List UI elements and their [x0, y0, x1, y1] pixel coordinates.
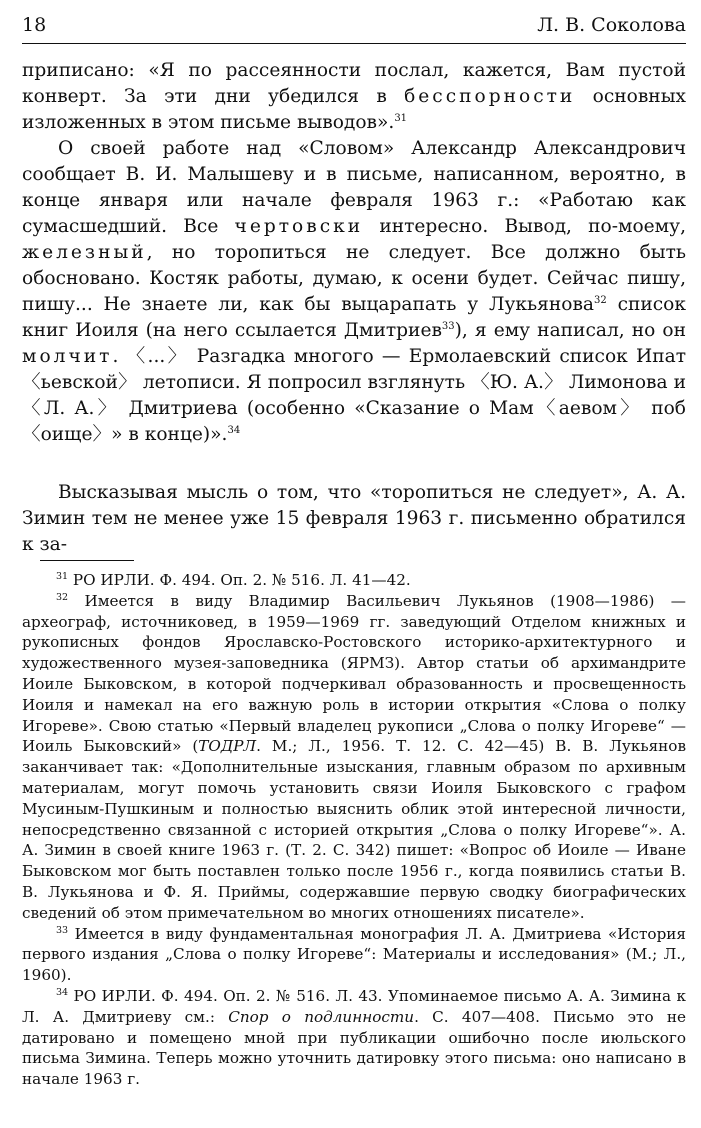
footnote-text: РО ИРЛИ. Ф. 494. Оп. 2. № 516. Л. 41—42. [68, 571, 411, 589]
paragraph-1-text-b: основных изложенных в этом письме выводов». [22, 86, 686, 133]
footnote-33 [22, 924, 686, 986]
footnote-ref-33[interactable]: 33 [441, 320, 455, 332]
spaced-emphasis: железный [22, 242, 147, 263]
footnote-ref-32[interactable]: 32 [594, 294, 607, 306]
footnote-number: 33 [56, 924, 69, 936]
paragraph-2-text-d: список книг Иоиля (на него ссылается Дмитриев [22, 294, 686, 341]
paragraph-2 [22, 136, 686, 448]
footnote-number: 32 [56, 591, 69, 603]
footnote-ref-34[interactable]: 34 [227, 424, 241, 436]
italic-title: ТОДРЛ [198, 737, 257, 756]
spaced-emphasis: бесспорности [404, 86, 576, 107]
footnote-text: . М.; Л., 1956. Т. 12. С. 42—45) В. В. Лукьянов заканчивает так: «Дополнительные изыскания, главным образом по архивным материалам, могут помочь установить связи Иоиля Быковского с графом Мусиным-Пушкиным и полностью выяснить облик этой интересной личности, непосредственно связанной с историей открытия „Слова о полку Игореве“». А. А. Зимин в своей книге 1963 г. (Т. 2. С. 342) пишет: «Вопрос об Иоиле — Иване Быковском мог быть поставлен только после 1956 г., когда появились статьи В. В. Лукьянова и Ф. Я. Приймы, содержавшие первую сводку биографических сведений об этом примечательном во многих отношениях писателе». [22, 737, 686, 922]
footnote-number: 34 [56, 986, 69, 998]
paragraph-3-text: Высказывая мысль о том, что «торопиться не следует», А. А. Зимин тем не менее уже 15 февраля 1963 г. письменно обратился к за- [22, 482, 686, 555]
header-rule [22, 43, 686, 44]
footnote-text: РО ИРЛИ. Ф. 494. Оп. 2. № 516. Л. 43. Упоминаемое письмо А. А. Зимина к Л. А. Дмитриеву см.: [22, 986, 686, 1026]
paragraph-1-text-a: приписано: «Я по рассеянности послал, кажется, Вам пустой конверт. За эти дни убедился в [22, 60, 686, 107]
paragraph-2-text-b: интересно. Вывод, по-моему, [363, 216, 686, 237]
spaced-emphasis: чертовски [234, 216, 364, 237]
footnote-number: 31 [56, 570, 69, 582]
paragraph-2-text-c: , но торопиться не следует. Все должно быть обосновано. Костяк работы, думаю, к осени будет. Сейчас пишу, пишу... Не знаете ли, как бы выцарапать у Лукьянова [22, 242, 686, 315]
paragraph-2-text-a: О своей работе над «Словом» Александр Александрович сообщает В. И. Малышеву и в письме, написанном, вероятно, в конце января или начале февраля 1963 г.: «Работаю как сумасшедший. Все [22, 138, 686, 237]
footnote-34 [22, 986, 686, 1090]
footnote-text: Имеется в виду фундаментальная монография Л. А. Дмитриева «История первого издания „Слова о полку Игореве“: Материалы и исследования» (М.; Л., 1960). [22, 924, 686, 985]
paragraph-1 [22, 58, 686, 136]
footnote-31 [22, 570, 686, 591]
italic-title: Спор о подлинности [228, 1007, 415, 1026]
paragraph-3 [22, 480, 686, 558]
main-text [22, 58, 686, 558]
page-header [22, 14, 686, 42]
paragraph-2-text-f: . 〈...〉 Разгадка многого — Ермолаевский список Ипат〈ьевской〉 летописи. Я попросил взглянуть 〈Ю. А.〉 Лимонова и 〈Л. А.〉 Дмитриева (особенно «Сказание о Мам〈аевом〉 поб〈оище〉» в конце)». [22, 346, 686, 445]
footnote-text: . С. 407—408. Письмо это не датировано и помещено мной при публикации ошибочно после июльского письма Зимина. Теперь можно уточнить датировку этого письма: оно написано в начале 1963 г. [22, 1007, 686, 1089]
footnote-text: Имеется в виду Владимир Васильевич Лукьянов (1908—1986) — археограф, источниковед, в 1959—1969 гг. заведующий Отделом книжных и рукописных фондов Ярославско-Ростовского историко-архитектурного и художественного музея-заповедника (ЯРМЗ). Автор статьи об архимандрите Иоиле Быковском, в которой подчеркивал образованность и просвещенность Иоиля и намекал на его важную роль в истории открытия «Слова о полку Игореве». Свою статью «Первый владелец рукописи „Слова о полку Игореве“ — Иоиль Быковский» ( [22, 591, 686, 756]
paragraph-2-text-e: ), я ему написал, но он [454, 320, 686, 341]
spaced-emphasis: молчит [22, 346, 113, 367]
footnote-32 [22, 591, 686, 924]
footnote-ref-31[interactable]: 31 [394, 112, 408, 124]
running-head: Л. В. Соколова [537, 14, 686, 36]
footnote-separator [40, 560, 134, 561]
footnotes [22, 570, 686, 1090]
page-number: 18 [22, 14, 47, 36]
